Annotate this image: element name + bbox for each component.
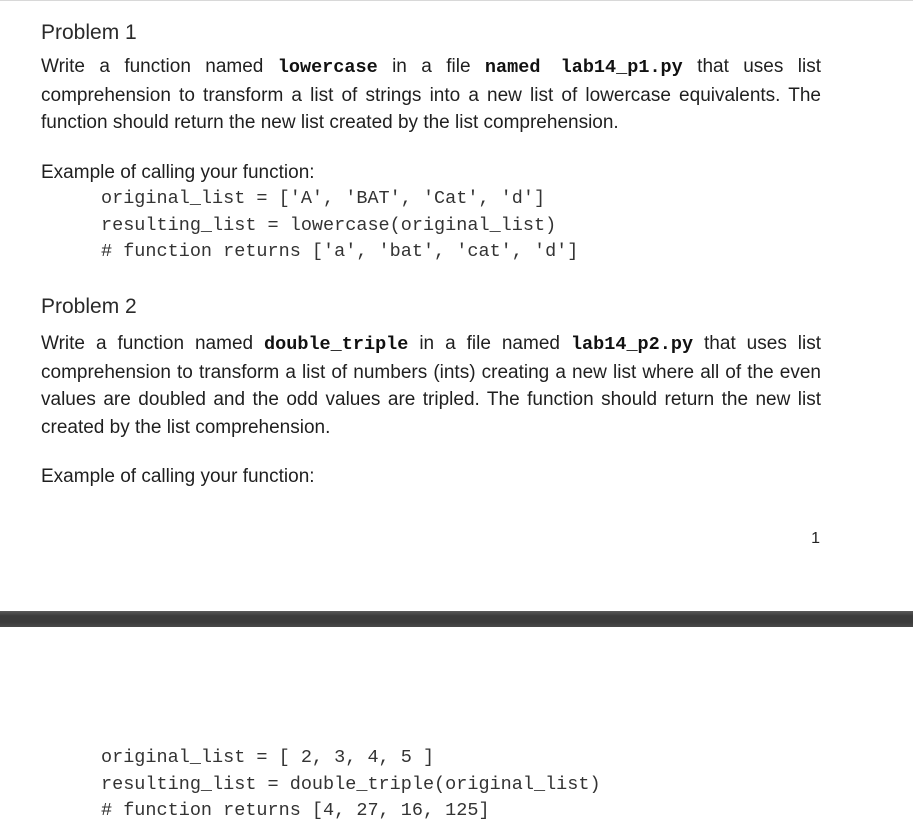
code-line: resulting_list = lowercase(original_list) <box>101 214 557 236</box>
problem-2-heading: Problem 2 <box>41 295 137 318</box>
code-line: # function returns [4, 27, 16, 125] <box>101 800 490 821</box>
code-line: # function returns ['a', 'bat', 'cat', 'd'] <box>101 241 579 262</box>
problem-1-code-example <box>101 186 578 266</box>
problem-2-text: Write a function named <box>41 333 265 354</box>
problem-1-heading: Problem 1 <box>41 21 137 44</box>
problem-1-text: that uses list comprehension to transform a list of strings into a new list of lowercase equivalents. The function should return the new list created by the list comprehension. <box>41 56 821 133</box>
problem-1-description <box>41 53 821 137</box>
problem-2-function-name: double_triple <box>264 334 409 355</box>
document-page-2 <box>0 627 913 833</box>
problem-1-text: Write a function named <box>41 56 278 77</box>
problem-2-description <box>41 330 821 441</box>
problem-2-file-name: lab14_p2.py <box>570 334 694 355</box>
problem-1-file-name: named lab14_p1.py <box>484 57 683 78</box>
code-line: original_list = [ 2, 3, 4, 5 ] <box>101 747 435 768</box>
problem-1-function-name: lowercase <box>277 57 378 78</box>
problem-2-example-label: Example of calling your function: <box>41 466 315 487</box>
code-line: original_list = ['A', 'BAT', 'Cat', 'd'] <box>101 188 546 209</box>
problem-2-code-example <box>101 745 601 825</box>
problem-2-text: in a file named <box>408 333 571 354</box>
problem-1-text: in a file <box>377 56 485 77</box>
problem-2-text: that uses list comprehension to transform a list of numbers (ints) creating a new list where all of the even values are doubled and the odd values are tripled. The function should return the new list created by the list comprehension. <box>41 333 821 438</box>
document-page-1 <box>0 1 913 611</box>
page-separator <box>0 611 913 627</box>
code-line: resulting_list = double_triple(original_list) <box>101 773 601 795</box>
page-number: 1 <box>811 530 820 547</box>
problem-1-example-label: Example of calling your function: <box>41 162 315 183</box>
